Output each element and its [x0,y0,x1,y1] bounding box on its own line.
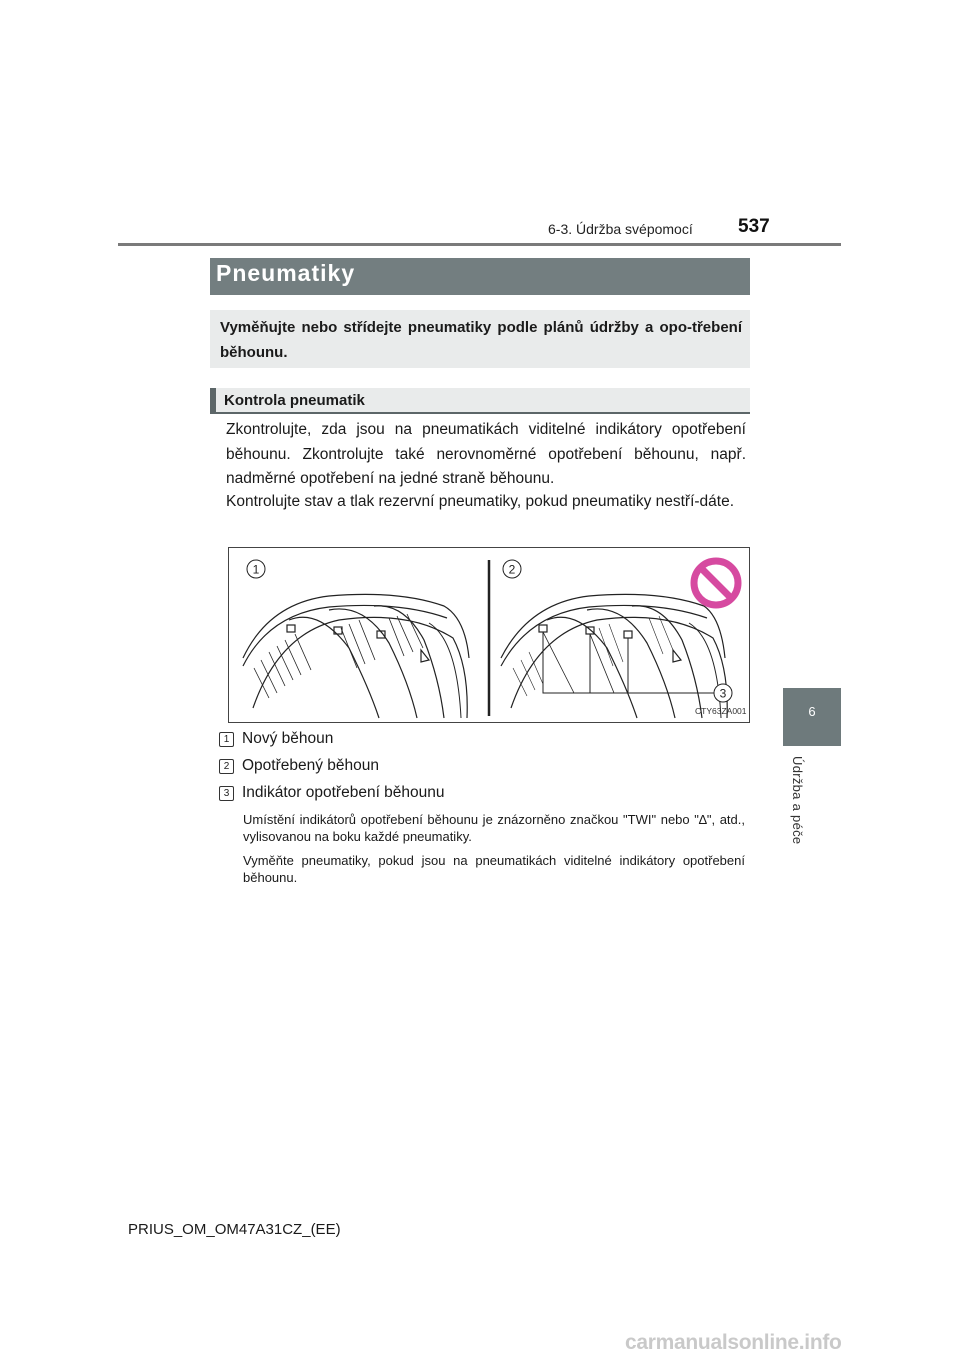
intro-text: Vyměňujte nebo střídejte pneumatiky podle plánů údržby a opo-třebení běhounu. [220,319,742,361]
tire-illustration [229,548,749,722]
chapter-number: 6 [808,704,816,719]
svg-text:2: 2 [508,562,516,577]
section-title: 6-3. Údržba svépomocí [548,221,693,237]
page-number: 537 [738,216,770,237]
figure-code: CTY63ZA001 [695,706,747,716]
legend-badge-2: 2 [219,759,234,774]
legend-label-2: Opotřebený běhoun [242,757,380,774]
svg-text:1: 1 [252,562,260,577]
note-2: Vyměňte pneumatiky, pokud jsou na pneumatikách viditelné indikátory opotřebení běhounu. [243,853,745,885]
subheading-underline [210,412,750,414]
document-code: PRIUS_OM_OM47A31CZ_(EE) [128,1221,341,1238]
paragraph-2: Kontrolujte stav a tlak rezervní pneumatiky, pokud pneumatiky nestří-dáte. [226,493,735,510]
legend-badge-1: 1 [219,732,234,747]
paragraph-1: Zkontrolujte, zda jsou na pneumatikách viditelné indikátory opotřebení běhounu. Zkontrolujte také nerovnoměrné opotřebení běhounu, např. nadměrné opotřebení na jedné straně běhounu. [226,421,746,487]
watermark: carmanualsonline.info [625,1331,842,1354]
callout-2 [503,560,521,578]
svg-text:3: 3 [719,686,727,701]
header-rule [118,243,841,246]
legend-label-1: Nový běhoun [242,730,334,747]
note-1: Umístění indikátorů opotřebení běhounu je znázorněno značkou "TWI" nebo "∆", atd., vylisovanou na boku každé pneumatiky. [243,812,745,844]
subheading: Kontrola pneumatik [224,392,365,409]
legend-label-3: Indikátor opotřebení běhounu [242,784,445,801]
legend-badge-3: 3 [219,786,234,801]
prohibited-icon [694,561,738,605]
new-tread-tire [243,594,469,718]
subheading-accent [210,388,216,413]
callout-1 [247,560,265,578]
page-title: Pneumatiky [216,260,356,286]
callout-3 [714,684,732,702]
worn-tread-tire [501,594,727,718]
chapter-title: Údržba a péče [790,756,805,845]
tire-tread-figure [228,547,750,723]
